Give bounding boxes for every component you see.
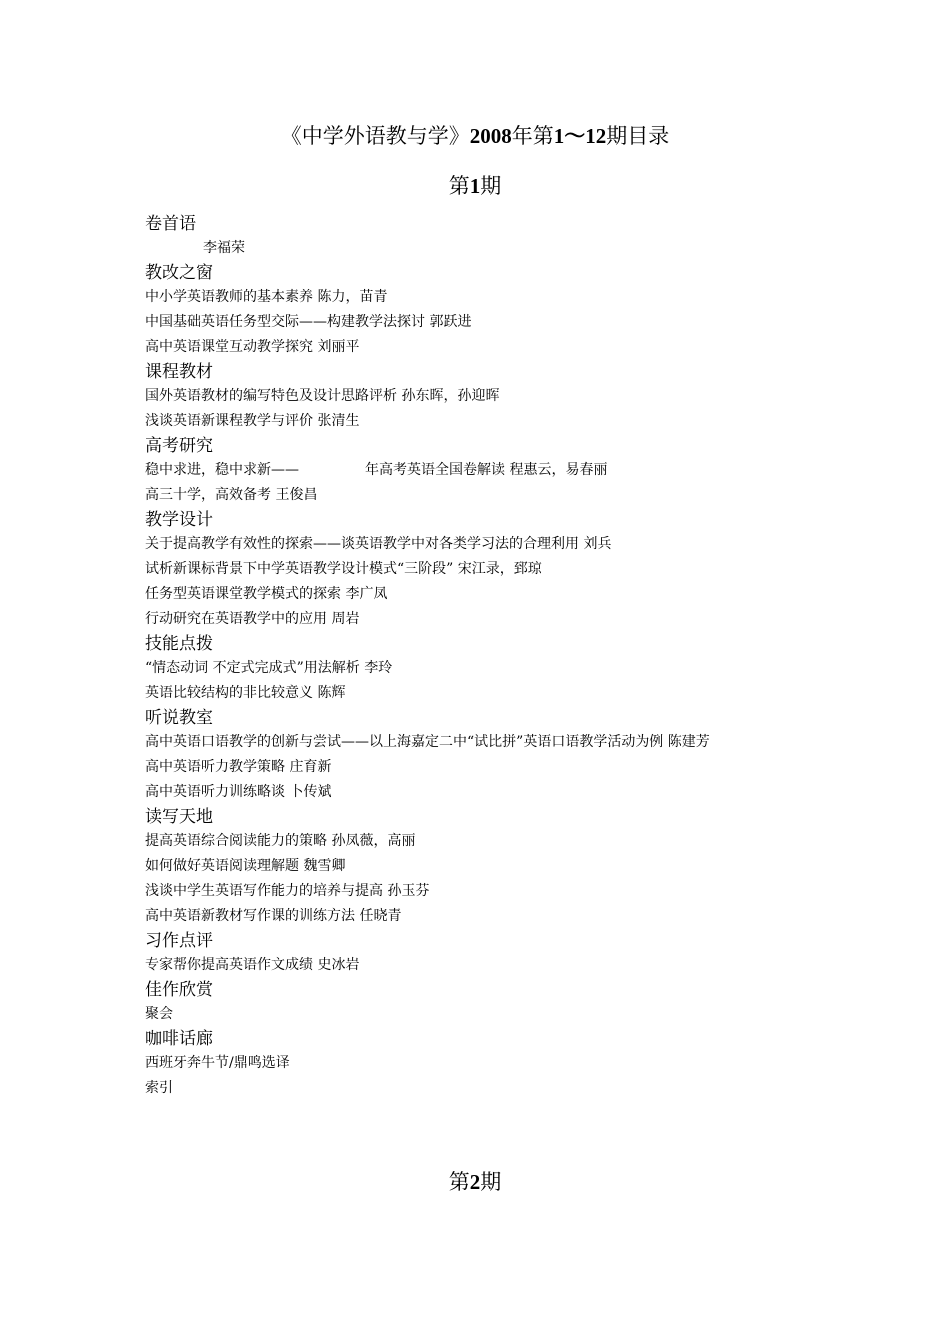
article-entry: 高中英语听力教学策略 庄育新 (145, 759, 332, 775)
section-heading: 技能点拨 (145, 634, 213, 654)
issue-2-heading: 第2期 (448, 1170, 502, 1194)
section-heading: 卷首语 (145, 214, 196, 234)
article-entry: 任务型英语课堂教学模式的探索 李广凤 (145, 586, 388, 602)
section-heading: 教改之窗 (145, 263, 213, 283)
section-heading: 佳作欣赏 (145, 980, 213, 1000)
issue-1-heading: 第1期 (448, 174, 502, 198)
article-entry: 中小学英语教师的基本素养 陈力，苗青 (145, 289, 388, 305)
title-suffix: 期目录 (606, 124, 670, 148)
article-entry: 专家帮你提高英语作文成绩 史冰岩 (145, 957, 360, 973)
issue-1-contents (145, 212, 825, 1101)
article-entry: 聚会 (145, 1006, 173, 1022)
section-heading: 读写天地 (145, 807, 213, 827)
article-entry: 高中英语听力训练略谈 卜传斌 (145, 784, 332, 800)
section-heading: 习作点评 (145, 931, 213, 951)
article-entry: 中国基础英语任务型交际——构建教学法探讨 郭跃进 (145, 314, 472, 330)
section-heading: 高考研究 (145, 436, 213, 456)
title-year: 2008 (469, 124, 512, 148)
article-entry: 西班牙奔牛节/鼎鸣选译 (145, 1055, 290, 1071)
title-mid: 年第 (511, 124, 554, 148)
article-entry: 索引 (145, 1080, 173, 1096)
article-entry: 高中英语口语教学的创新与尝试——以上海嘉定二中“试比拼”英语口语教学活动为例 陈建芳 (145, 734, 710, 750)
article-entry: 李福荣 (203, 240, 245, 256)
article-entry: 关于提高教学有效性的探索——谈英语教学中对各类学习法的合理利用 刘兵 (145, 536, 612, 552)
article-entry: 浅谈英语新课程教学与评价 张清生 (145, 413, 360, 429)
article-entry: 高中英语课堂互动教学探究 刘丽平 (145, 339, 360, 355)
section-heading: 教学设计 (145, 510, 213, 530)
article-entry: 行动研究在英语教学中的应用 周岩 (145, 611, 360, 627)
article-entry: 如何做好英语阅读理解题 魏雪卿 (145, 858, 346, 874)
article-entry: 浅谈中学生英语写作能力的培养与提高 孙玉芬 (145, 883, 430, 899)
section-heading: 听说教室 (145, 708, 213, 728)
section-heading: 课程教材 (145, 362, 213, 382)
article-entry: 高三十学，高效备考 王俊昌 (145, 487, 318, 503)
article-entry: 稳中求进，稳中求新—— 年高考英语全国卷解读 程惠云，易春丽 (145, 462, 608, 478)
article-entry: 试析新课标背景下中学英语教学设计模式“三阶段” 宋江录，郅琼 (145, 561, 542, 577)
article-entry: 英语比较结构的非比较意义 陈辉 (145, 685, 346, 701)
article-entry: 高中英语新教材写作课的训练方法 任晓青 (145, 908, 402, 924)
section-heading: 咖啡话廊 (145, 1029, 213, 1049)
article-entry: 提高英语综合阅读能力的策略 孙凤薇，高丽 (145, 833, 416, 849)
title-range: 1～12 (553, 124, 607, 148)
title-journal: 《中学外语教与学》 (280, 124, 470, 148)
document-title (0, 122, 950, 150)
article-entry: “情态动词 不定式完成式”用法解析 李玲 (145, 660, 393, 676)
article-entry: 国外英语教材的编写特色及设计思路评析 孙东晖，孙迎晖 (145, 388, 500, 404)
